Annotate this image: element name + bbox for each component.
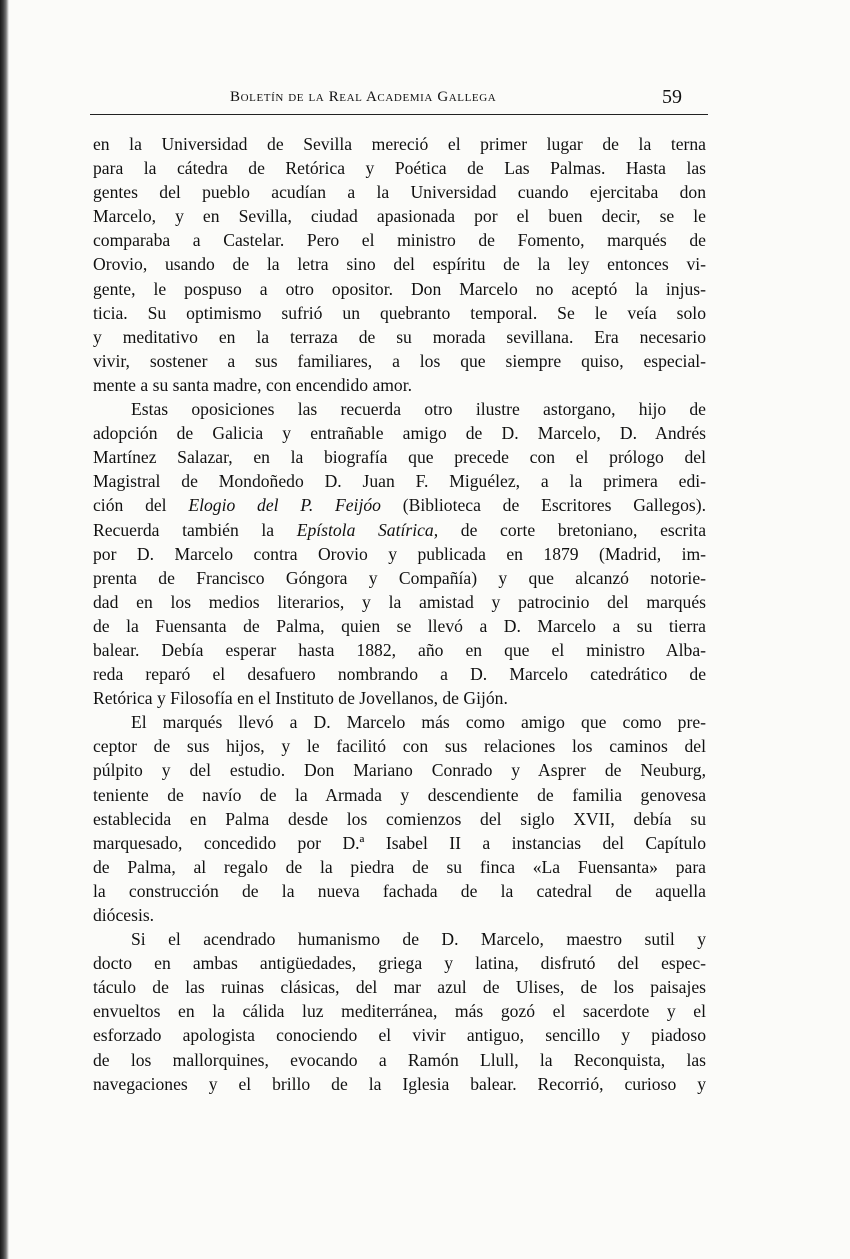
running-title: Boletín de la Real Academia Gallega: [230, 89, 497, 105]
page-number: 59: [662, 86, 682, 108]
text-line: para la cátedra de Retórica y Poética de Las Palmas. Hasta las: [93, 158, 706, 179]
text-line: adopción de Galicia y entrañable amigo de D. Marcelo, D. Andrés: [93, 423, 706, 444]
work-title: Epístola Satírica,: [296, 519, 439, 540]
text-line: docto en ambas antigüedades, griega y latina, disfrutó del espec-: [93, 953, 706, 974]
text-line: teniente de navío de la Armada y descendiente de familia genovesa: [93, 784, 706, 805]
text-line: Estas oposiciones las recuerda otro ilustre astorgano, hijo de: [131, 399, 706, 420]
text-line: gente, le pospuso a otro opositor. Don Marcelo no aceptó la injus-: [93, 278, 706, 299]
text-line: púlpito y del estudio. Don Mariano Conrado y Asprer de Neuburg,: [93, 760, 706, 781]
body-text: [93, 132, 706, 1096]
text-line: de los mallorquines, evocando a Ramón Llull, la Reconquista, las: [93, 1049, 706, 1070]
text-line: El marqués llevó a D. Marcelo más como amigo que como pre-: [131, 712, 706, 733]
text-line: de Palma, al regalo de la piedra de su finca «La Fuensanta» para: [93, 856, 706, 877]
text-line: comparaba a Castelar. Pero el ministro de Fomento, marqués de: [93, 230, 706, 251]
text-line: gentes del pueblo acudían a la Universidad cuando ejercitaba don: [93, 182, 706, 203]
text-run: ción del: [93, 495, 189, 516]
text-line: de la Fuensanta de Palma, quien se llevó a D. Marcelo a su tierra: [93, 615, 706, 636]
text-line: la construcción de la nueva fachada de la catedral de aquella: [93, 880, 706, 901]
binding-edge: [0, 0, 9, 1259]
text-line: dad en los medios literarios, y la amistad y patrocinio del marqués: [93, 591, 706, 612]
text-line: [93, 518, 706, 542]
text-line: ticia. Su optimismo sufrió un quebranto temporal. Se le veía solo: [93, 302, 706, 323]
text-line: Martínez Salazar, en la biografía que precede con el prólogo del: [93, 447, 706, 468]
running-header: [90, 86, 708, 115]
text-line: vivir, sostener a sus familiares, a los que siempre quiso, especial-: [93, 350, 706, 371]
text-line: Magistral de Mondoñedo D. Juan F. Miguélez, a la primera edi-: [93, 471, 706, 492]
text-run: de corte bretoniano, escrita: [438, 519, 706, 540]
text-run: (Biblioteca de Escritores Gallegos).: [380, 495, 706, 516]
text-line: ceptor de sus hijos, y le facilitó con sus relaciones los caminos del: [93, 736, 706, 757]
text-line: envueltos en la cálida luz mediterránea, más gozó el sacerdote y el: [93, 1001, 706, 1022]
text-line: esforzado apologista conociendo el vivir antiguo, sencillo y piadoso: [93, 1025, 706, 1046]
text-line: Orovio, usando de la letra sino del espíritu de la ley entonces vi-: [93, 254, 706, 275]
text-line: táculo de las ruinas clásicas, del mar azul de Ulises, de los paisajes: [93, 977, 706, 998]
text-line: prenta de Francisco Góngora y Compañía) y que alcanzó notorie-: [93, 567, 706, 588]
book-title: Elogio del P. Feijóo: [188, 495, 381, 516]
text-line: marquesado, concedido por D.ª Isabel II a instancias del Capítulo: [93, 832, 706, 853]
text-line: establecida en Palma desde los comienzos del siglo XVII, debía su: [93, 808, 706, 829]
text-line: diócesis.: [93, 905, 155, 925]
text-line: Marcelo, y en Sevilla, ciudad apasionada por el buen decir, se le: [93, 206, 706, 227]
text-line: mente a su santa madre, con encendido amor.: [93, 374, 413, 395]
text-run: Recuerda también la: [93, 519, 297, 540]
text-line: Retórica y Filosofía en el Instituto de Jovellanos, de Gijón.: [93, 688, 508, 709]
text-line: en la Universidad de Sevilla mereció el primer lugar de la terna: [93, 134, 706, 154]
text-line: por D. Marcelo contra Orovio y publicada en 1879 (Madrid, im-: [93, 543, 706, 564]
text-line: reda reparó el desafuero nombrando a D. Marcelo catedrático de: [93, 664, 706, 685]
text-line: navegaciones y el brillo de la Iglesia balear. Recorrió, curioso y: [93, 1073, 706, 1094]
text-line: y meditativo en la terraza de su morada sevillana. Era necesario: [93, 326, 706, 347]
text-line: [93, 493, 706, 517]
text-line: Si el acendrado humanismo de D. Marcelo, maestro sutil y: [131, 929, 706, 950]
text-line: balear. Debía esperar hasta 1882, año en que el ministro Alba-: [93, 639, 706, 660]
